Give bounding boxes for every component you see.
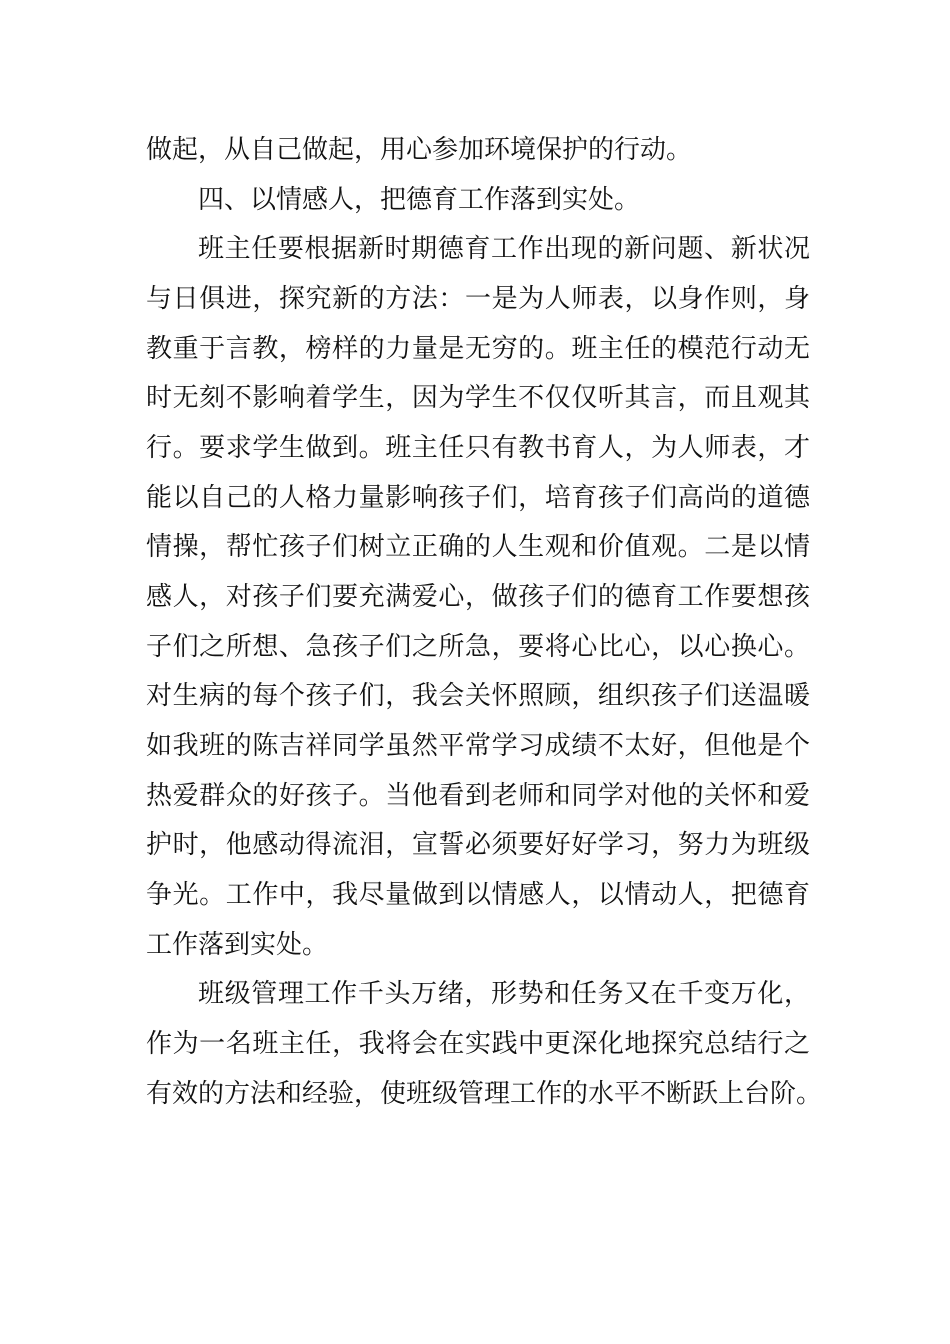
text-line: 对生病的每个孩子们，我会关怀照顾，组织孩子们送温暖 (146, 681, 810, 711)
text-line: 热爱群众的好孩子。当他看到老师和同学对他的关怀和爱 (146, 781, 810, 811)
text-line: 争光。工作中，我尽量做到以情感人，以情动人，把德育 (146, 880, 810, 910)
text-line: 感人，对孩子们要充满爱心，做孩子们的德育工作要想孩 (146, 582, 810, 612)
text-line: 行。要求学生做到。班主任只有教书育人，为人师表，才 (146, 433, 810, 463)
text-line: 情操，帮忙孩子们树立正确的人生观和价值观。二是以情 (146, 532, 810, 562)
text-line: 班主任要根据新时期德育工作出现的新问题、新状况 (198, 234, 810, 264)
section-heading: 四、以情感人，把德育工作落到实处。 (198, 185, 641, 215)
text-line: 有效的方法和经验，使班级管理工作的水平不断跃上台阶。 (146, 1079, 823, 1109)
text-line: 如我班的陈吉祥同学虽然平常学习成绩不太好，但他是个 (146, 731, 810, 761)
text-line: 教重于言教，榜样的力量是无穷的。班主任的模范行动无 (146, 334, 810, 364)
text-line: 时无刻不影响着学生，因为学生不仅仅听其言，而且观其 (146, 383, 810, 413)
text-line: 子们之所想、急孩子们之所急，要将心比心，以心换心。 (146, 632, 810, 662)
text-line: 作为一名班主任，我将会在实践中更深化地探究总结行之 (146, 1029, 810, 1059)
text-line: 工作落到实处。 (146, 930, 329, 960)
text-line: 与日俱进，探究新的方法：一是为人师表，以身作则，身 (146, 284, 810, 314)
text-line: 能以自己的人格力量影响孩子们，培育孩子们高尚的道德 (146, 483, 810, 513)
text-line: 班级管理工作千头万绪，形势和任务又在千变万化， (198, 979, 810, 1009)
text-line: 做起，从自己做起，用心参加环境保护的行动。 (146, 135, 693, 165)
text-line: 护时，他感动得流泪，宣誓必须要好好学习，努力为班级 (146, 830, 810, 860)
